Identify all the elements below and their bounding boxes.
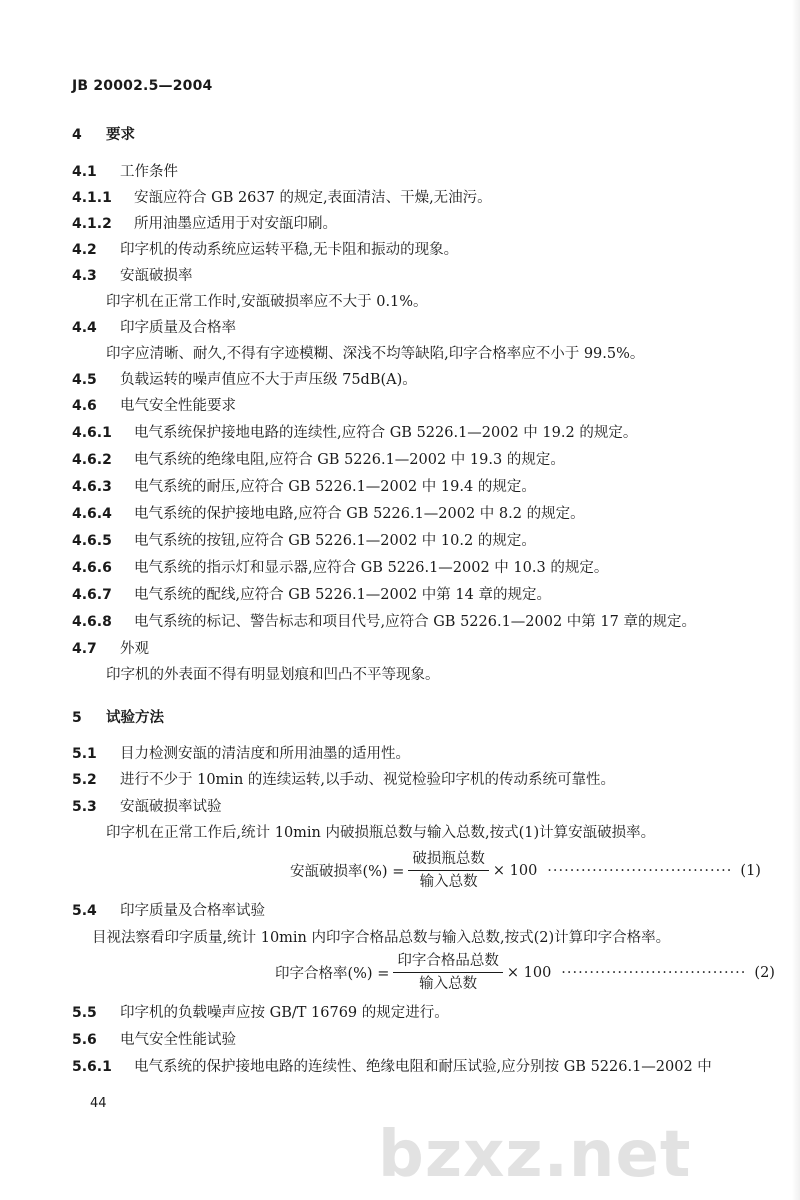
clause-number: 4.1 bbox=[72, 164, 97, 180]
equation-number: (2) bbox=[754, 964, 775, 981]
clause-line bbox=[72, 241, 458, 259]
clause-number: 5.1 bbox=[72, 746, 97, 762]
clause-text: 印字机在正常工作时,安瓿破损率应不大于 0.1%。 bbox=[106, 294, 428, 310]
equation-number: (1) bbox=[740, 862, 761, 879]
clause-text: 印字机的传动系统应运转平稳,无卡阻和振动的现象。 bbox=[120, 242, 459, 258]
clause-line bbox=[72, 902, 265, 920]
clause-text: 电气系统的保护接地电路,应符合 GB 5226.1—2002 中 8.2 的规定。 bbox=[134, 506, 585, 522]
clause-text: 安瓿破损率 bbox=[120, 268, 193, 284]
page-edge-shadow bbox=[792, 0, 800, 1200]
clause-line bbox=[72, 451, 565, 469]
clause-number: 5 bbox=[72, 710, 82, 726]
clause-number: 4.1.1 bbox=[72, 190, 112, 206]
clause-text: 印字机在正常工作后,统计 10min 内破损瓶总数与输入总数,按式(1)计算安瓿破损率。 bbox=[106, 825, 656, 841]
clause-paragraph bbox=[106, 824, 655, 842]
clause-text: 负载运转的噪声值应不大于声压级 75dB(A)。 bbox=[120, 372, 417, 388]
clause-number: 4.6.5 bbox=[72, 533, 112, 549]
clause-number: 4.6.4 bbox=[72, 506, 112, 522]
section-heading bbox=[72, 126, 135, 144]
clause-line bbox=[72, 1004, 449, 1022]
clause-number: 4.4 bbox=[72, 320, 97, 336]
clause-line bbox=[72, 798, 222, 816]
formula-1 bbox=[290, 850, 761, 891]
formula-lhs: 安瓿破损率(%) = bbox=[290, 864, 405, 880]
clause-number: 4.6.8 bbox=[72, 614, 112, 630]
clause-line bbox=[72, 1058, 712, 1076]
clause-line bbox=[72, 640, 149, 658]
clause-paragraph bbox=[106, 345, 644, 363]
clause-number: 5.2 bbox=[72, 772, 97, 788]
clause-text: 要求 bbox=[106, 127, 135, 143]
clause-number: 5.5 bbox=[72, 1005, 97, 1021]
clause-line bbox=[72, 267, 193, 285]
clause-line bbox=[72, 559, 608, 577]
clause-text: 所用油墨应适用于对安瓿印刷。 bbox=[134, 216, 337, 232]
clause-text: 外观 bbox=[120, 641, 149, 657]
clause-number: 4.2 bbox=[72, 242, 97, 258]
formula-fraction bbox=[408, 850, 489, 891]
clause-number: 4.6 bbox=[72, 398, 97, 414]
clause-line bbox=[72, 505, 585, 523]
formula-multiplier: × 100 bbox=[492, 862, 538, 879]
formula-fraction bbox=[393, 952, 503, 993]
clause-number: 4.7 bbox=[72, 641, 97, 657]
clause-paragraph bbox=[106, 666, 440, 684]
clause-line bbox=[72, 586, 551, 604]
clause-number: 4.6.3 bbox=[72, 479, 112, 495]
clause-text: 目力检测安瓿的清洁度和所用油墨的适用性。 bbox=[120, 746, 410, 762]
clause-text: 安瓿破损率试验 bbox=[120, 799, 222, 815]
clause-text: 进行不少于 10min 的连续运转,以手动、视觉检验印字机的传动系统可靠性。 bbox=[120, 772, 616, 788]
clause-text: 目视法察看印字质量,统计 10min 内印字合格品总数与输入总数,按式(2)计算印字合格率。 bbox=[92, 930, 671, 946]
formula-lhs: 印字合格率(%) = bbox=[275, 966, 390, 982]
section-heading bbox=[72, 709, 164, 727]
clause-number: 5.4 bbox=[72, 903, 97, 919]
clause-number: 5.3 bbox=[72, 799, 97, 815]
clause-text: 电气系统的指示灯和显示器,应符合 GB 5226.1—2002 中 10.3 的规定。 bbox=[134, 560, 609, 576]
clause-text: 电气系统的绝缘电阻,应符合 GB 5226.1—2002 中 19.3 的规定。 bbox=[134, 452, 565, 468]
clause-text: 安瓿应符合 GB 2637 的规定,表面清洁、干燥,无油污。 bbox=[134, 190, 492, 206]
clause-line bbox=[72, 478, 536, 496]
clause-text: 工作条件 bbox=[120, 164, 178, 180]
clause-line bbox=[72, 1031, 236, 1049]
formula-multiplier: × 100 bbox=[506, 964, 552, 981]
clause-line bbox=[72, 319, 236, 337]
formula-numerator: 印字合格品总数 bbox=[393, 952, 503, 973]
clause-line bbox=[72, 215, 337, 233]
clause-number: 4.6.6 bbox=[72, 560, 112, 576]
clause-text: 试验方法 bbox=[106, 710, 164, 726]
clause-text: 电气系统的标记、警告标志和项目代号,应符合 GB 5226.1—2002 中第 17 章的规定。 bbox=[134, 614, 696, 630]
clause-line bbox=[72, 371, 417, 389]
clause-number: 4.3 bbox=[72, 268, 97, 284]
clause-line bbox=[72, 771, 615, 789]
clause-line bbox=[72, 745, 410, 763]
clause-text: 印字应清晰、耐久,不得有字迹模糊、深浅不均等缺陷,印字合格率应不小于 99.5%。 bbox=[106, 346, 645, 362]
clause-number: 4.6.7 bbox=[72, 587, 112, 603]
formula-numerator: 破损瓶总数 bbox=[408, 850, 489, 871]
watermark: bzxz.net bbox=[378, 1118, 692, 1192]
clause-line bbox=[72, 532, 536, 550]
clause-text: 电气安全性能试验 bbox=[120, 1032, 236, 1048]
clause-number: 4.5 bbox=[72, 372, 97, 388]
clause-text: 电气系统的保护接地电路的连续性、绝缘电阻和耐压试验,应分别按 GB 5226.1—2002 中 bbox=[134, 1059, 712, 1075]
clause-line bbox=[72, 163, 178, 181]
clause-line bbox=[72, 613, 696, 631]
clause-number: 4 bbox=[72, 127, 82, 143]
formula-leader-dots: ································· bbox=[547, 862, 733, 879]
clause-text: 印字机的负载噪声应按 GB/T 16769 的规定进行。 bbox=[120, 1005, 449, 1021]
clause-number: 4.1.2 bbox=[72, 216, 112, 232]
formula-leader-dots: ································· bbox=[561, 964, 747, 981]
formula-2 bbox=[275, 952, 775, 993]
clause-number: 4.6.1 bbox=[72, 425, 112, 441]
clause-text: 印字机的外表面不得有明显划痕和凹凸不平等现象。 bbox=[106, 667, 440, 683]
formula-denominator: 输入总数 bbox=[419, 874, 478, 890]
clause-text: 印字质量及合格率试验 bbox=[120, 903, 265, 919]
clause-text: 电气系统保护接地电路的连续性,应符合 GB 5226.1—2002 中 19.2 的规定。 bbox=[134, 425, 638, 441]
clause-number: 5.6.1 bbox=[72, 1059, 112, 1075]
clause-line bbox=[72, 189, 492, 207]
clause-paragraph bbox=[106, 293, 428, 311]
clause-text: 电气系统的耐压,应符合 GB 5226.1—2002 中 19.4 的规定。 bbox=[134, 479, 536, 495]
clause-line bbox=[72, 397, 236, 415]
clause-text: 电气安全性能要求 bbox=[120, 398, 236, 414]
clause-line bbox=[72, 424, 637, 442]
document-header: JB 20002.5—2004 bbox=[72, 78, 213, 94]
clause-text: 印字质量及合格率 bbox=[120, 320, 236, 336]
clause-text: 电气系统的配线,应符合 GB 5226.1—2002 中第 14 章的规定。 bbox=[134, 587, 551, 603]
clause-paragraph bbox=[92, 929, 670, 947]
clause-number: 5.6 bbox=[72, 1032, 97, 1048]
page-number: 44 bbox=[90, 1096, 107, 1111]
clause-text: 电气系统的按钮,应符合 GB 5226.1—2002 中 10.2 的规定。 bbox=[134, 533, 536, 549]
clause-number: 4.6.2 bbox=[72, 452, 112, 468]
formula-denominator: 输入总数 bbox=[419, 976, 478, 992]
